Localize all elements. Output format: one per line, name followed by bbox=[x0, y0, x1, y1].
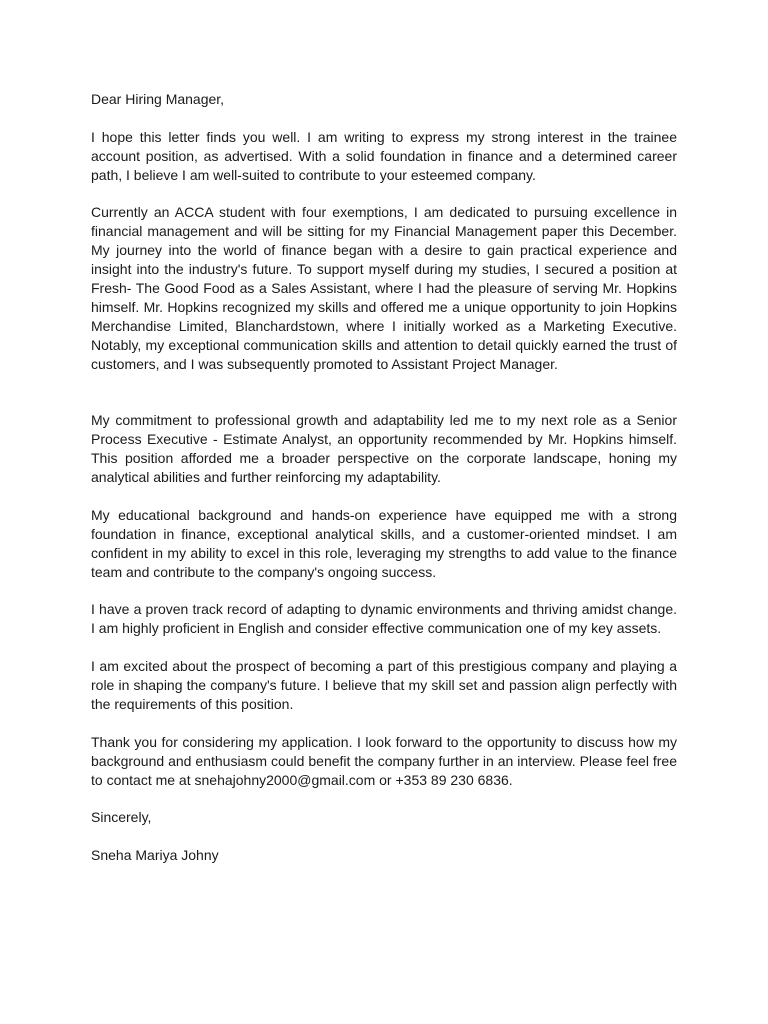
closing: Sincerely, bbox=[91, 809, 152, 826]
paragraph-growth: My commitment to professional growth and adaptability led me to my next role as a Senior Process Executive - Estimate Analyst, an opportunity recommended by Mr. Hopkins himself. This position afforded me a broader perspective on the corporate landscape, honing my analytical abilities and further reinforcing my adaptability. bbox=[91, 412, 677, 486]
cover-letter bbox=[91, 90, 677, 865]
paragraph-adaptability: I have a proven track record of adapting to dynamic environments and thriving amidst change. I am highly proficient in English and consider effective communication one of my key assets. bbox=[91, 601, 677, 637]
paragraph-thanks: Thank you for considering my application. I look forward to the opportunity to discuss how my background and enthusiasm could benefit the company further in an interview. Please feel free to contact me at snehajohny2000@gmail.com or +353 89 230 6836. bbox=[91, 733, 677, 788]
paragraph-excitement: I am excited about the prospect of becoming a part of this prestigious company and playing a role in shaping the company's future. I believe that my skill set and passion align perfectly with the requirements of this position. bbox=[91, 658, 677, 712]
paragraph-background: My educational background and hands-on experience have equipped me with a strong foundation in finance, exceptional analytical skills, and a customer-oriented mindset. I am confident in my ability to excel in this role, leveraging my strengths to add value to the finance team and contribute to the company's ongoing success. bbox=[91, 506, 677, 580]
salutation: Dear Hiring Manager, bbox=[91, 91, 225, 107]
signature: Sneha Mariya Johny bbox=[91, 847, 219, 864]
paragraph-experience: Currently an ACCA student with four exemptions, I am dedicated to pursuing excellence in financial management and will be sitting for my Financial Management paper this December. My journey into the world of finance began with a desire to gain practical experience and insight into the industry's future. To support myself during my studies, I secured a position at Fresh- The Good Food as a Sales Assistant, where I had the pleasure of serving Mr. Hopkins himself. Mr. Hopkins recognized my skills and offered me a unique opportunity to join Hopkins Merchandise Limited, Blanchardstown, where I initially worked as a Marketing Executive. Notably, my exceptional communication skills and attention to detail quickly earned the trust of customers, and I was subsequently promoted to Assistant Project Manager. bbox=[91, 204, 677, 372]
paragraph-intro: I hope this letter finds you well. I am writing to express my strong interest in the trainee account position, as advertised. With a solid foundation in finance and a determined career path, I believe I am well-suited to contribute to your esteemed company. bbox=[91, 128, 677, 183]
